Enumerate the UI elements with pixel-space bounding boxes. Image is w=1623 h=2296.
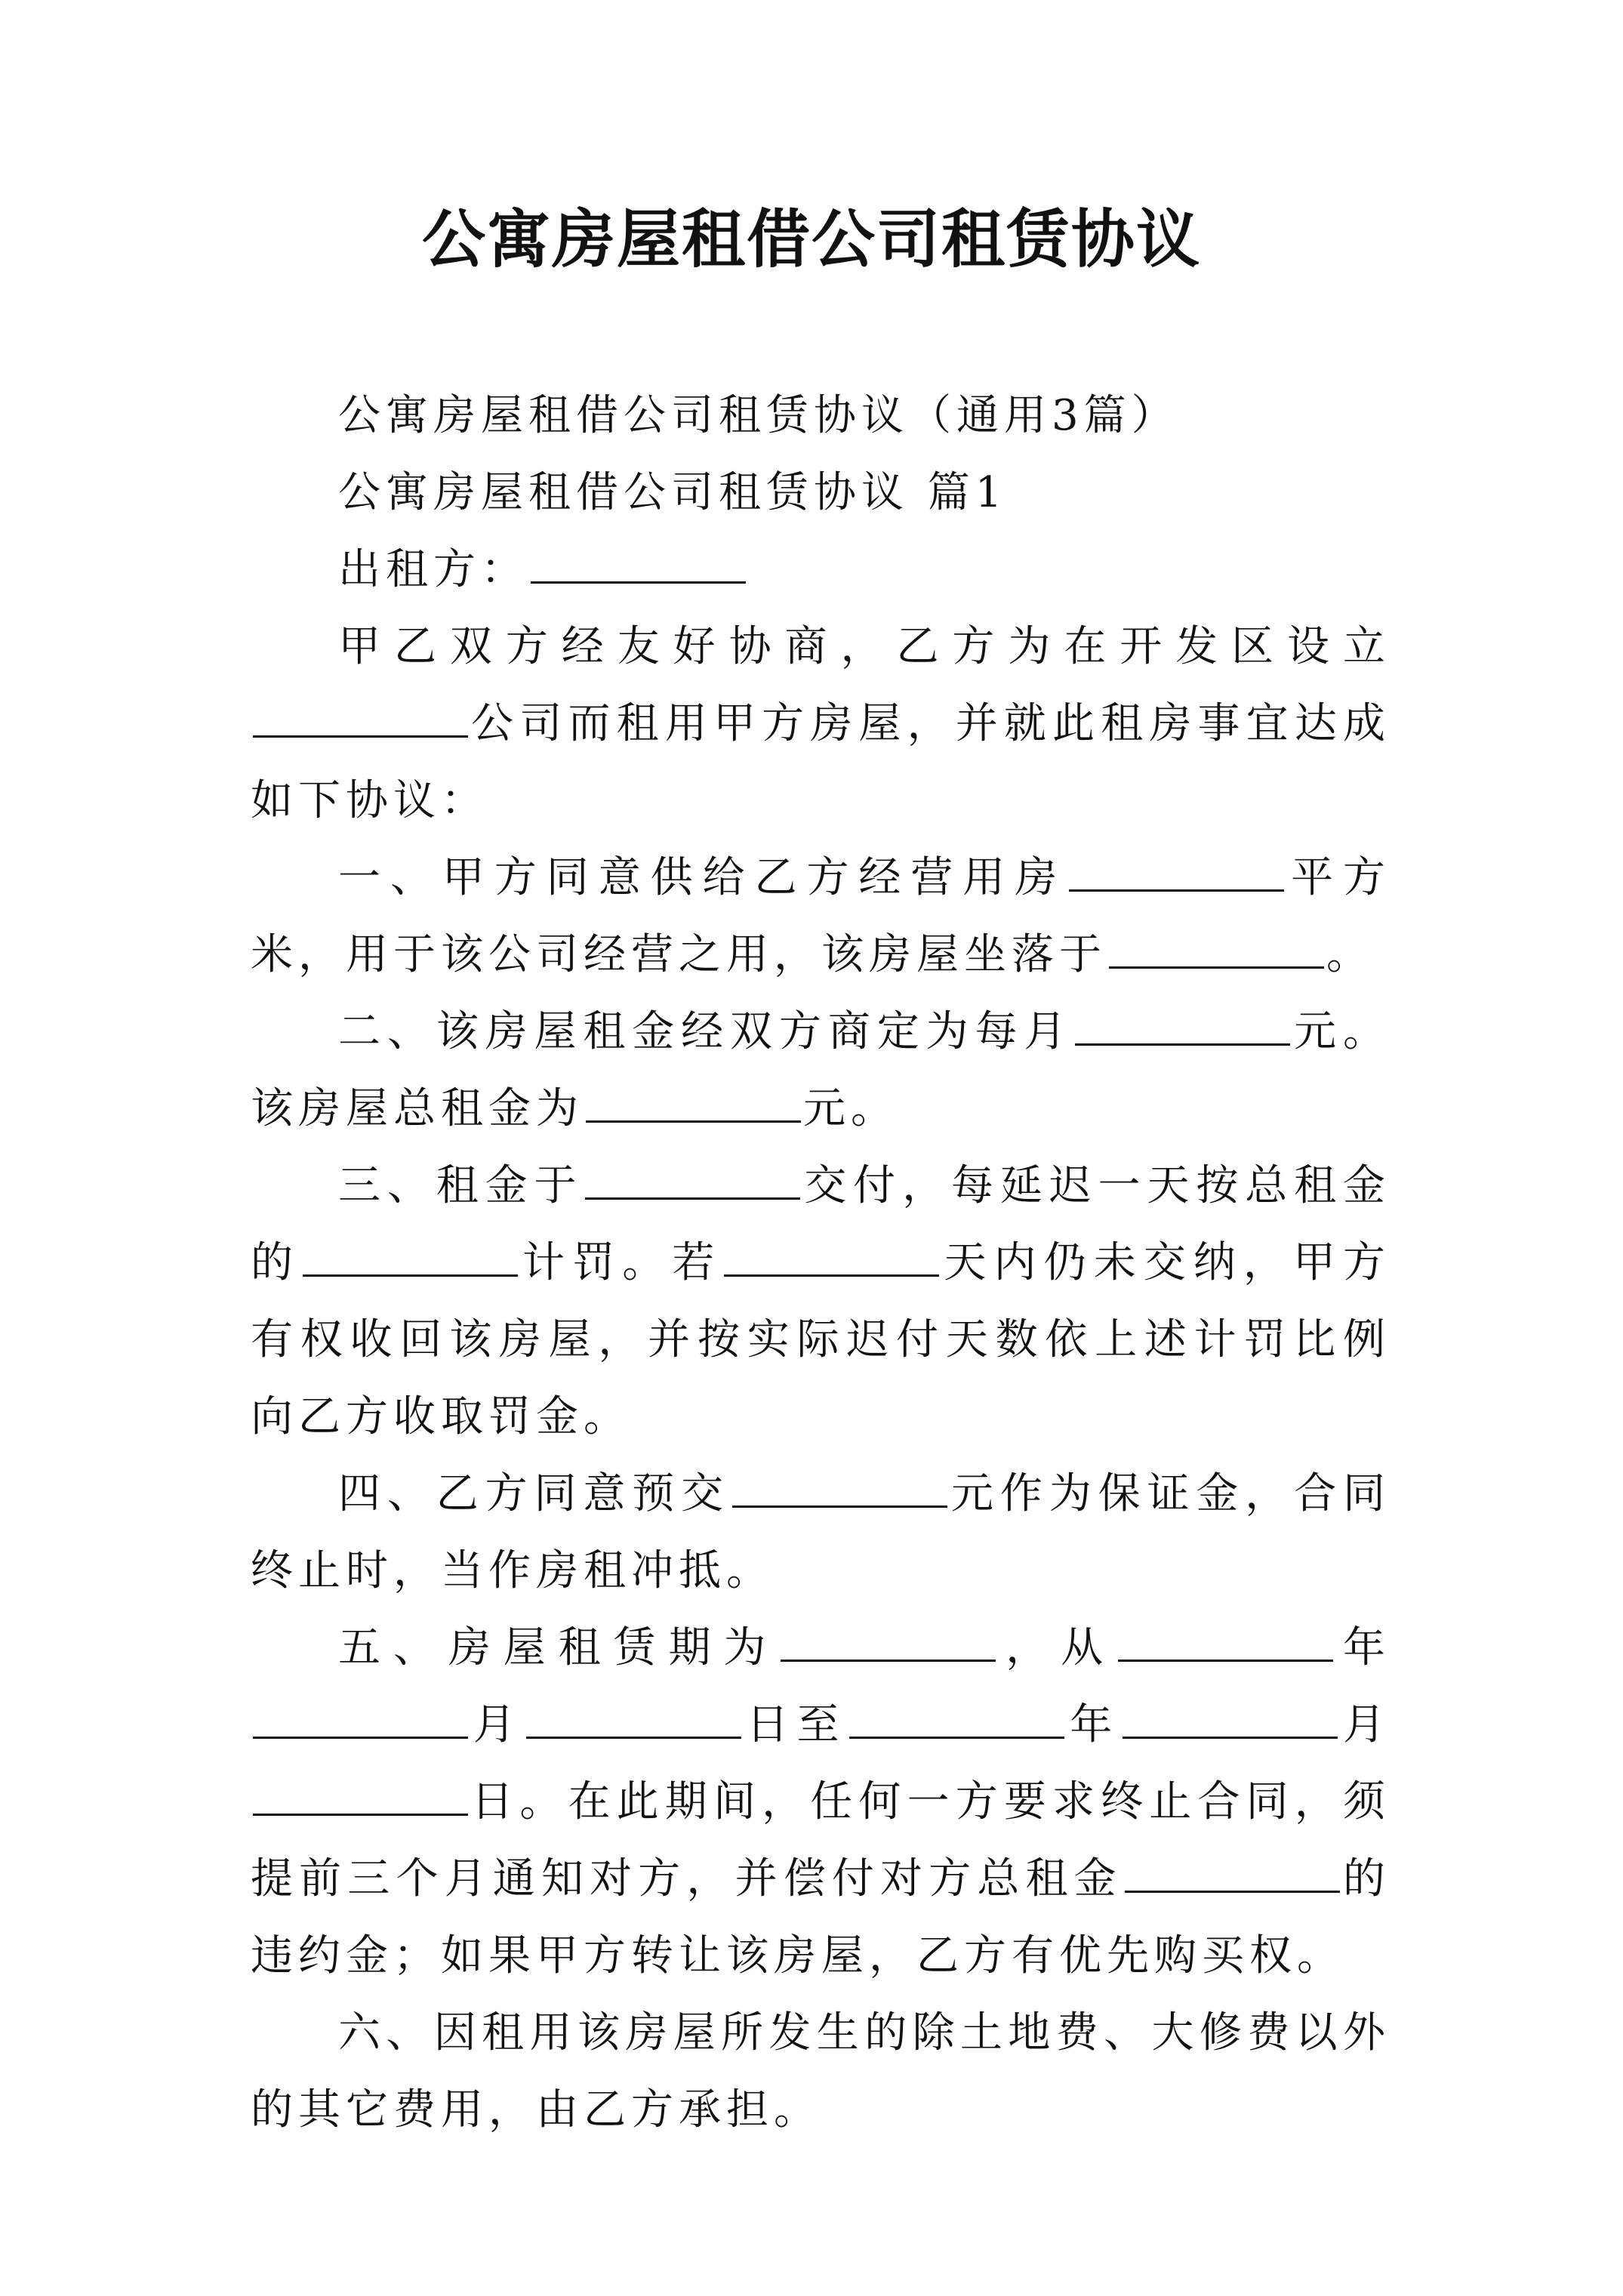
text-span: 的违约金；如果甲方转让该房屋，乙方有优先购买权。 (251, 1854, 1391, 1980)
document-title: 公寓房屋租借公司租赁协议 (421, 202, 1201, 276)
blank-line (849, 1696, 1064, 1739)
text-span: 四、乙方同意预交 (338, 1469, 731, 1518)
text-span: ，从 (998, 1623, 1116, 1672)
text-span: 三、租金于 (338, 1161, 584, 1210)
blank-line (303, 1234, 518, 1277)
text-span: 甲乙双方经友好协商，乙方为在开发区设立 (338, 622, 1390, 671)
text-span: 五、房屋租赁期为 (338, 1623, 779, 1672)
paragraph-clause-3 (251, 1148, 1390, 1456)
text-span: 月 (470, 1700, 524, 1749)
blank-line (1118, 1619, 1333, 1662)
paragraph-clause-6: 六、因租用该房屋所发生的除土地费、大修费以外的其它费用，由乙方承担。 (251, 2008, 1390, 2134)
text-span: 年 (1335, 1623, 1391, 1672)
text-span: 计罚。若 (520, 1238, 722, 1287)
blank-line (1075, 1003, 1290, 1046)
blank-line (253, 695, 468, 738)
section-heading: 公寓房屋租借公司租赁协议 篇1 (338, 468, 1008, 517)
paragraph-clause-4 (251, 1456, 1390, 1610)
blank-line (526, 1696, 741, 1739)
text-span: 元。 (803, 1084, 898, 1133)
paragraph-clause-2 (251, 994, 1390, 1148)
text-span: 日至 (743, 1700, 848, 1749)
text-span: 元。该房屋总租金为 (251, 1007, 1391, 1133)
text-span: 平方米，用于该公司经营之用，该房屋坐落于 (251, 853, 1390, 979)
blank-line (724, 1234, 939, 1277)
text-span: 天内仍未交纳，甲方有权收回该房屋，并按实际迟付天数依上述计罚比例向乙方收取罚金。 (251, 1238, 1391, 1441)
paragraph-negotiation (251, 609, 1390, 840)
blank-line (531, 541, 746, 584)
blank-line (781, 1619, 996, 1662)
text-span: 月 (1340, 1700, 1390, 1749)
text-span: 公司而租用甲方房屋，并就此租房事宜达成如下协议： (251, 699, 1390, 825)
text-span: 元作为保证金，合同终止时，当作房租冲抵。 (251, 1469, 1391, 1595)
paragraph-clause-5 (251, 1610, 1390, 1995)
blank-line (732, 1465, 947, 1508)
text-span: 年 (1067, 1700, 1121, 1749)
intro-line: 公寓房屋租借公司租赁协议（通用3篇） (338, 391, 1179, 440)
lessor-line (251, 532, 1390, 609)
blank-line (253, 1696, 468, 1739)
lessor-label: 出租方： (338, 545, 528, 594)
paragraph-clause-1 (251, 840, 1390, 994)
blank-line (585, 1157, 800, 1200)
text-span: 日。在此期间，任何一方要求终止合同，须提前三个月通知对方，并偿付对方总租金 (251, 1777, 1390, 1903)
blank-line (1125, 1850, 1340, 1893)
text-span: 二、该房屋租金经双方商定为每月 (338, 1007, 1073, 1056)
blank-line (1123, 1696, 1338, 1739)
blank-line (1109, 926, 1324, 969)
text-span: 一、甲方同意供给乙方经营用房 (338, 853, 1067, 902)
document-body (251, 378, 1390, 2149)
blank-line (1069, 849, 1284, 892)
blank-line (253, 1773, 468, 1816)
text-span: 。 (1326, 930, 1374, 979)
text-span: 交付，每延迟一天按总租金的 (251, 1161, 1391, 1287)
blank-line (586, 1080, 801, 1123)
